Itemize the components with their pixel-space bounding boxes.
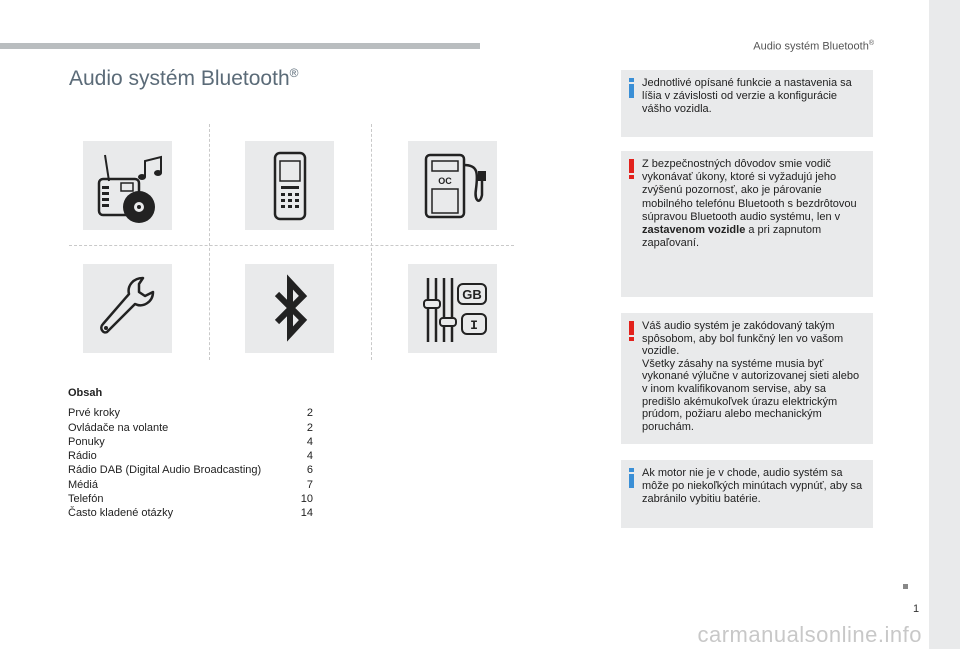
tile-phone[interactable] [245,141,334,230]
tile-language[interactable] [408,264,497,353]
toc-item[interactable]: Prvé kroky 2 [68,407,313,420]
watermark: carmanualsonline.info [697,622,922,647]
tile-fuel[interactable] [408,141,497,230]
wrench-icon [91,272,165,346]
page-title: Audio systém Bluetooth® [69,66,299,90]
mobile-phone-icon [253,149,327,223]
toc-item[interactable]: Médiá 7 [68,478,313,491]
info-icon [627,468,636,488]
warning-icon [627,321,636,341]
warning-icon [627,159,636,179]
language-settings-icon [416,272,490,346]
grid-line [69,245,514,246]
lang-label-bottom: I [469,317,478,333]
page-edge-bar [929,0,960,649]
toc-heading: Obsah [68,387,103,399]
fuel-pump-icon [416,149,490,223]
toc-item[interactable]: Rádio 4 [68,450,313,463]
info-icon [627,78,636,98]
toc-item[interactable]: Ovládače na volante 2 [68,421,313,434]
running-header: Audio systém Bluetooth® [753,40,874,53]
info-note: Jednotlivé opísané funkcie a nastavenia sa líšia v závislosti od verzie a konfigurácie vášho vozidla. [621,70,873,137]
toc-item[interactable]: Často kladené otázky 14 [68,507,313,520]
page-number: 1 [913,603,920,615]
warning-note: Váš audio systém je zakódovaný takým spôsobom, aby bol funkčný len vo vašom vozidle. Všetky zásahy na systéme musia byť vykonané výlučne v autorizovanej sieti alebo v inom kvalifikovanom servise, aby sa predišlo akémukoľvek úrazu elektrickým prúdom, požiaru alebo mechanickým poruchám. [621,313,873,444]
toc-item[interactable]: Rádio DAB (Digital Audio Broadcasting) 6 [68,464,313,477]
grid-line [371,124,372,360]
warning-note: Z bezpečnostných dôvodov smie vodič vykonávať úkony, ktoré si vyžadujú jeho zvýšenú pozornosť, ako je párovanie mobilného telefónu Bluetooth s bezdrôtovou súpravou Bluetooth audio systému, len v zastavenom vozidle a pri zapnutom zapaľovaní. [621,151,873,297]
tile-bluetooth[interactable] [245,264,334,353]
grid-line [209,124,210,360]
tile-settings[interactable] [83,264,172,353]
header-rule [0,43,480,49]
page-marker [903,584,908,589]
table-of-contents [68,386,313,521]
toc-item[interactable]: Ponuky 4 [68,435,313,448]
info-note: Ak motor nie je v chode, audio systém sa môže po niekoľkých minútach vypnúť, aby sa zabránilo vybitiu batérie. [621,460,873,528]
bluetooth-icon [253,272,327,346]
toc-item[interactable]: Telefón 10 [68,493,313,506]
radio-music-icon [91,149,165,223]
tile-audio[interactable] [83,141,172,230]
lang-label-top: GB [461,286,482,302]
fuel-label: OC [437,175,452,186]
